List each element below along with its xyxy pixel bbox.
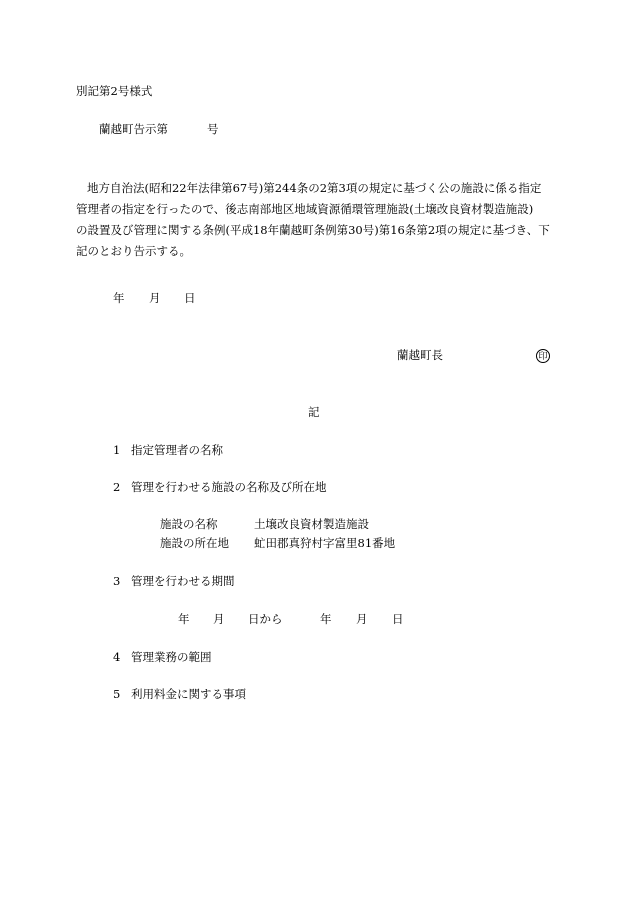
item-3-number: 3: [113, 574, 121, 588]
period-start-day: 日から: [248, 612, 283, 626]
item-1-label: 指定管理者の名称: [131, 443, 223, 457]
notice-number-prefix: 蘭越町告示第: [99, 122, 168, 136]
date-year: 年: [113, 291, 125, 305]
item-2-label: 管理を行わせる施設の名称及び所在地: [131, 480, 327, 494]
ki-heading: 記: [308, 405, 320, 419]
signer-title: 蘭越町長: [397, 348, 443, 362]
body-line-3: の設置及び管理に関する条例(平成18年蘭越町条例第30号)第16条第2項の規定に基づき、下: [76, 223, 550, 237]
form-label: 別記第2号様式: [76, 84, 153, 98]
body-line-2: 管理者の指定を行ったので、後志南部地区地域資源循環管理施設(土壌改良資材製造施設): [76, 202, 534, 216]
item-1-number: 1: [113, 443, 121, 457]
body-line-4: 記のとおり告示する。: [76, 244, 191, 258]
item-4-number: 4: [113, 650, 121, 664]
facility-location-value: 虻田郡真狩村字富里81番地: [254, 536, 396, 550]
period-start-year: 年: [178, 612, 190, 626]
period-end-day: 日: [392, 612, 404, 626]
item-2-number: 2: [113, 480, 121, 494]
facility-name-label: 施設の名称: [160, 517, 218, 531]
notice-body: [76, 178, 554, 262]
facility-location-label: 施設の所在地: [160, 536, 229, 550]
item-5-number: 5: [113, 687, 121, 701]
item-4-label: 管理業務の範囲: [131, 650, 212, 664]
facility-name-value: 土壌改良資材製造施設: [254, 517, 369, 531]
date-day: 日: [184, 291, 196, 305]
period-end-year: 年: [320, 612, 332, 626]
notice-number-suffix: 号: [207, 122, 219, 136]
item-5-label: 利用料金に関する事項: [131, 687, 246, 701]
body-line-1: 地方自治法(昭和22年法律第67号)第244条の2第3項の規定に基づく公の施設に係る指定: [87, 181, 542, 195]
seal-mark: 印: [536, 349, 550, 363]
date-month: 月: [149, 291, 161, 305]
period-start-month: 月: [213, 612, 225, 626]
period-end-month: 月: [356, 612, 368, 626]
item-3-label: 管理を行わせる期間: [131, 574, 235, 588]
